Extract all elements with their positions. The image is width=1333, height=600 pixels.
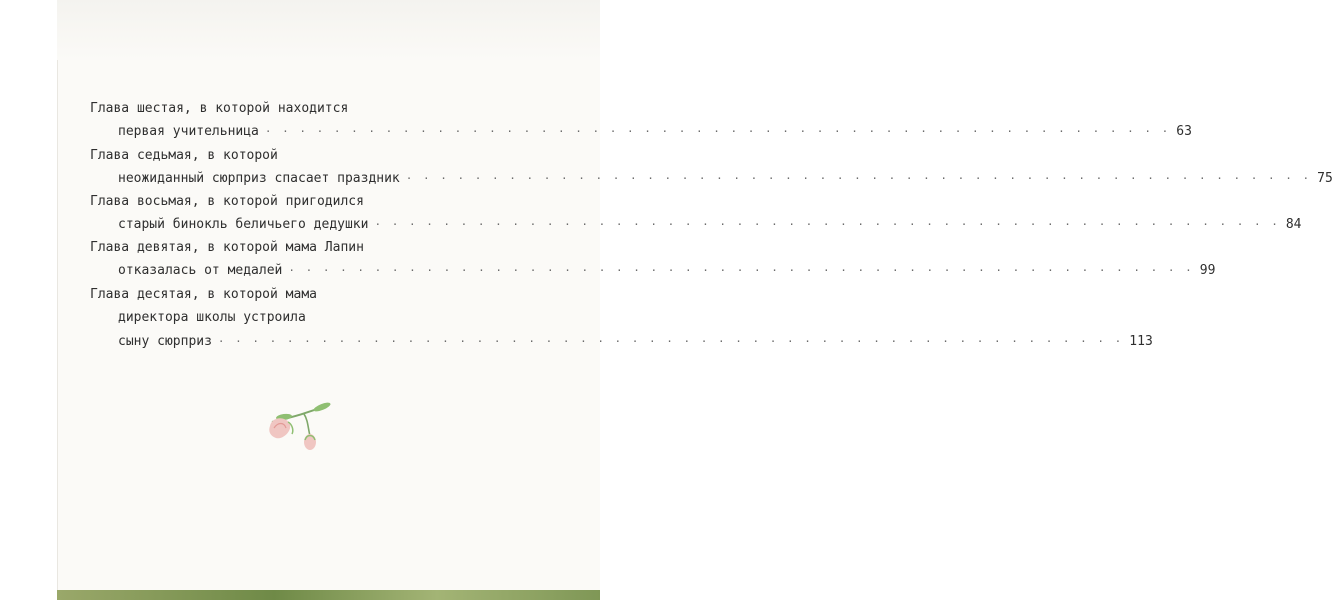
dot-leader: · · · · · · · · · · · · · · · · · · · · · · · · · · · · · · · · · · · · · · · · · · · · · · · · · · · · · [217, 335, 1124, 348]
toc-entry-7-title [90, 148, 490, 168]
toc-entry-title-line: Глава седьмая, в которой [90, 148, 278, 163]
toc-entry-9-leader [118, 263, 1216, 283]
page-number: 63 [1176, 124, 1192, 139]
bottom-illustration-strip [57, 590, 600, 600]
toc-entry-title-line: Глава шестая, в которой находится [90, 101, 349, 116]
toc-entry-title-line: первая учительница [118, 124, 259, 139]
page-number: 113 [1129, 334, 1153, 349]
toc-entry-title-line: отказалась от медалей [118, 263, 283, 278]
toc-entry-8-leader [118, 217, 1302, 237]
toc-entry-6-leader [118, 124, 1192, 144]
dot-leader: · · · · · · · · · · · · · · · · · · · · · · · · · · · · · · · · · · · · · · · · · · · · · · · · · · · · · [405, 172, 1312, 185]
dot-leader: · · · · · · · · · · · · · · · · · · · · · · · · · · · · · · · · · · · · · · · · · · · · · · · · · · · · · [264, 125, 1171, 138]
toc-entry-title-line: сыну сюрприз [118, 334, 212, 349]
toc-entry-9-title [90, 240, 490, 260]
toc-entry-10-title [90, 287, 490, 307]
toc-entry-6-title [90, 101, 490, 121]
dot-leader: · · · · · · · · · · · · · · · · · · · · · · · · · · · · · · · · · · · · · · · · · · · · · · · · · · · · · [288, 264, 1194, 277]
page-number: 84 [1285, 217, 1302, 232]
page-number: 75 [1317, 171, 1333, 186]
toc-entry-10-leader [118, 334, 1153, 354]
toc-entry-title-line: Глава девятая, в которой мама Лапин [90, 240, 364, 255]
toc-entry-7-leader [118, 171, 1333, 191]
toc-entry-title-line: старый бинокль беличьего дедушки [118, 217, 369, 232]
toc-entry-title-line: директора школы устроила [118, 310, 306, 325]
toc-entry-title-line: Глава десятая, в которой мама [90, 287, 317, 302]
page-number: 99 [1199, 263, 1216, 278]
toc-entry-title-line: Глава восьмая, в которой пригодился [90, 194, 364, 209]
toc-entry-10-title-2 [118, 310, 496, 330]
flower-branch-icon [264, 398, 336, 458]
dot-leader: · · · · · · · · · · · · · · · · · · · · · · · · · · · · · · · · · · · · · · · · · · · · · · · · · · · · · [374, 218, 1280, 231]
page-top-shade [57, 0, 600, 60]
toc-entry-8-title [90, 194, 490, 214]
toc-entry-title-line: неожиданный сюрприз спасает праздник [118, 171, 400, 186]
